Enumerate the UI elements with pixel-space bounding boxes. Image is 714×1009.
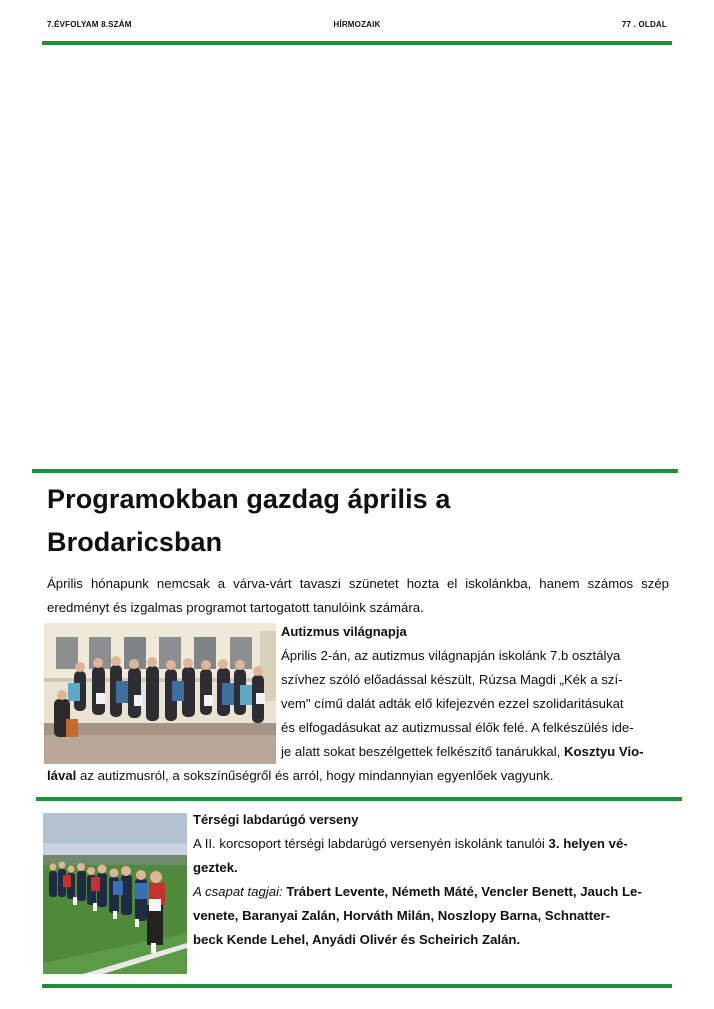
publication-name: HÍRMOZAIK [333, 20, 381, 29]
section-rule [36, 797, 682, 801]
football-text-line [193, 880, 669, 904]
page-header [47, 20, 667, 34]
article-intro: Április hónapunk nemcsak a várva-várt tavaszi szünetet hozta el iskolánkba, hanem számos szép eredményt és izgalmas programot tartogatott tanulóink számára. [47, 576, 669, 615]
page-number: 77 . OLDAL [621, 20, 667, 29]
teacher-name-end: lával [47, 768, 77, 783]
autism-day-heading: Autizmus világnapja [281, 624, 407, 639]
autism-text-fragment: az autizmusról, a sokszínűségről és arról, hogy mindannyian egyenlőek vagyunk. [76, 768, 554, 783]
football-heading: Térségi labdarúgó verseny [193, 812, 359, 827]
football-text [193, 832, 669, 952]
football-text-line [193, 856, 669, 880]
article-top-rule [32, 469, 678, 473]
football-text-line [193, 928, 669, 952]
team-members-label: A csapat tagjai: [193, 884, 287, 899]
autism-text-line: szívhez szóló előadással készült, Rúzsa Magdi „Kék a szí- [281, 672, 623, 687]
autism-text-line: és elfogadásukat az autizmussal élők felé. A felkészülés ide- [281, 720, 634, 735]
autism-day-photo-image [44, 623, 276, 764]
team-members: venete, Baranyai Zalán, Horváth Milán, Noszlopy Barna, Schnatter- [193, 908, 610, 923]
autism-day-text [281, 644, 669, 764]
autism-text-line [281, 740, 669, 764]
autism-day-photo [44, 623, 276, 764]
football-text-fragment: A II. korcsoport térségi labdarúgó versenyén iskolánk tanulói [193, 836, 549, 851]
issue-label: 7.ÉVFOLYAM 8.SZÁM [47, 20, 132, 29]
football-team-photo-image [43, 813, 187, 974]
article-title [47, 478, 677, 564]
header-rule [42, 41, 672, 45]
autism-text-line: vem" című dalát adták elő kifejezvén ezzel szolidaritásukat [281, 696, 624, 711]
autism-text-line: Április 2-án, az autizmus világnapján iskolánk 7.b osztálya [281, 648, 621, 663]
footer-rule [42, 984, 672, 988]
football-text-line [193, 904, 669, 928]
result-highlight: 3. helyen vé- [548, 836, 628, 851]
autism-day-text-end [47, 764, 669, 788]
teacher-name: Kosztyu Vio- [563, 744, 644, 759]
football-team-photo [43, 813, 187, 974]
result-highlight-end: geztek. [193, 860, 238, 875]
article-title-line1: Programokban gazdag április a [47, 484, 451, 514]
team-members: beck Kende Lehel, Anyádi Olivér és Scheirich Zalán. [193, 932, 521, 947]
football-text-line [193, 832, 669, 856]
team-members: Trábert Levente, Németh Máté, Vencler Benett, Jauch Le- [286, 884, 642, 899]
article-title-line2: Brodaricsban [47, 527, 223, 557]
autism-text-fragment: je alatt sokat beszélgettek felkészítő tanárukkal, [281, 744, 564, 759]
